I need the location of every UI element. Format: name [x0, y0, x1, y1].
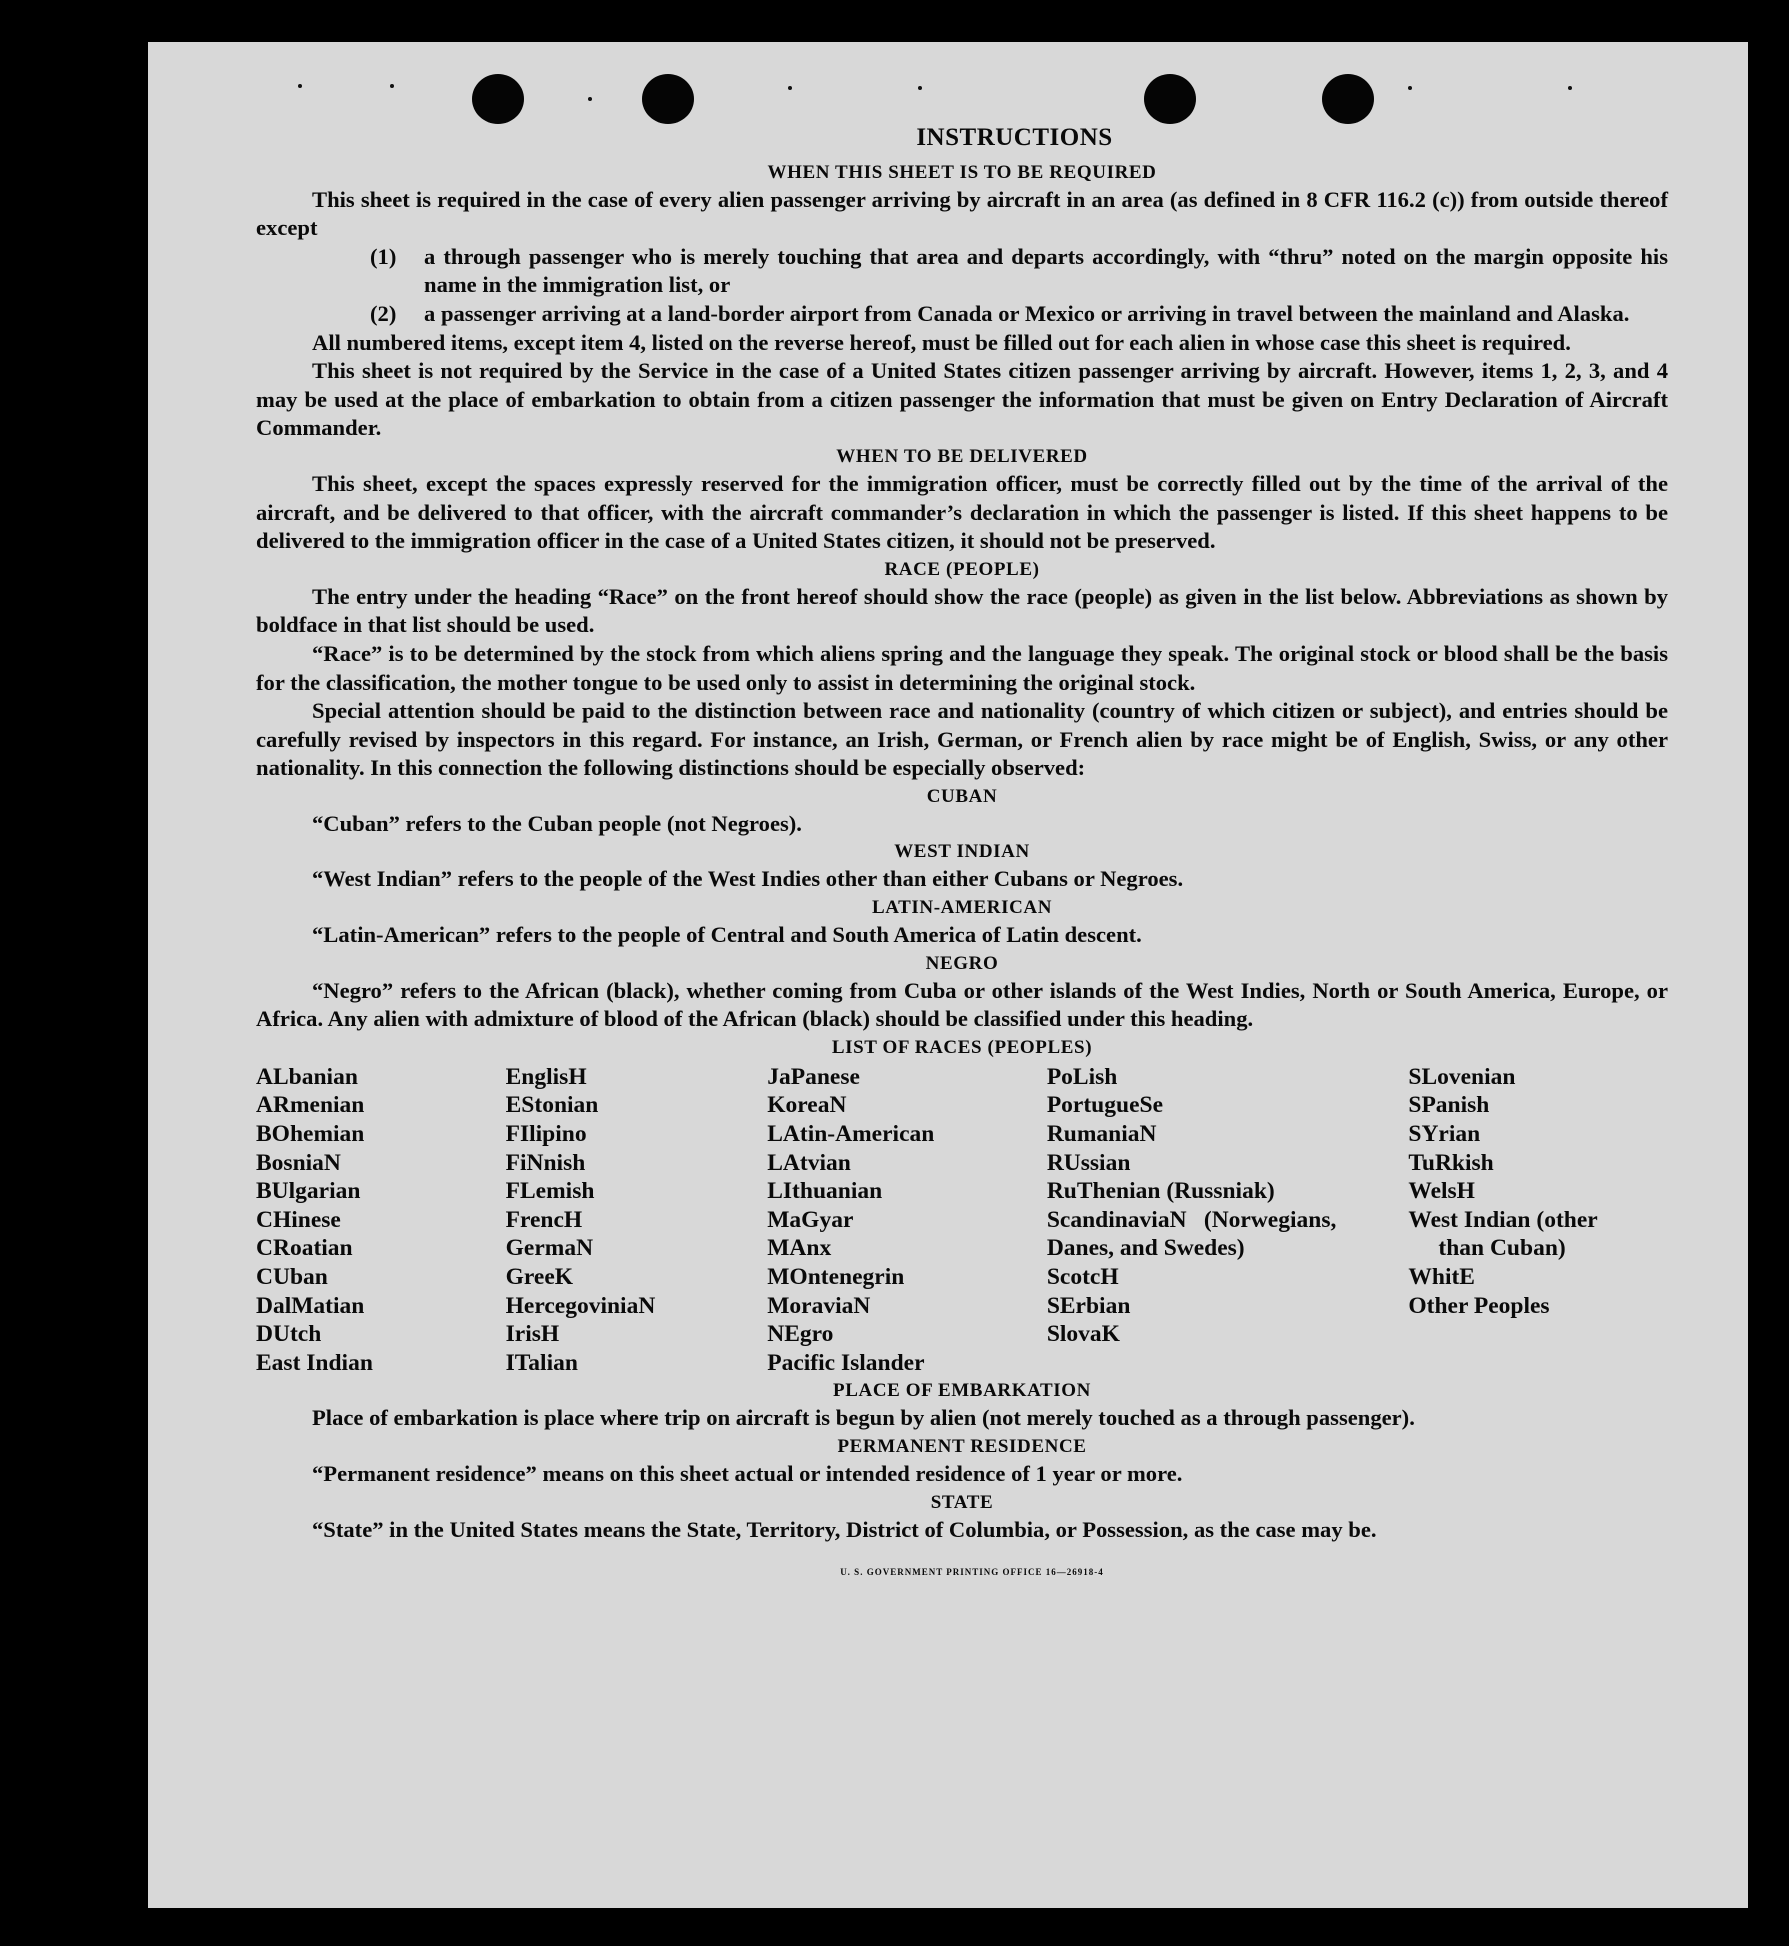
race-entry: ALbanian — [256, 1063, 358, 1090]
race-entry: IrisH — [505, 1321, 560, 1348]
race-entry: SPanish — [1408, 1092, 1490, 1119]
speck — [1408, 86, 1412, 90]
speck — [298, 84, 302, 88]
state-paragraph: “State” in the United States means the State, Territory, District of Columbia, or Possession, as the case may be. — [312, 1516, 1377, 1542]
heading-required: WHEN THIS SHEET IS TO BE REQUIRED — [767, 161, 1157, 183]
race-entry: BOhemian — [256, 1121, 365, 1148]
race-entry: ScandinaviaN (Norwegians, Danes, and Swedes) — [1046, 1206, 1337, 1262]
race-entry: TuRkish — [1408, 1149, 1494, 1176]
race-entry: SLovenian — [1408, 1063, 1516, 1090]
speck — [918, 86, 922, 90]
item-number: (2) — [370, 300, 397, 326]
race-entry: MoraviaN — [767, 1292, 871, 1319]
punch-hole — [472, 74, 524, 124]
race-entry: WelsH — [1408, 1178, 1475, 1205]
race-entry: MAnx — [767, 1235, 832, 1262]
races-column-5 — [1408, 1063, 1668, 1378]
speck — [588, 97, 592, 101]
document-sheet — [148, 42, 1748, 1908]
race-entry: PoLish — [1046, 1063, 1118, 1090]
race-entry: FIlipino — [505, 1121, 587, 1148]
race-entry: SlovaK — [1046, 1321, 1120, 1348]
exception-item-2 — [256, 300, 1668, 329]
delivered-paragraph: This sheet, except the spaces expressly reserved for the immigration officer, must be correctly filled out by the time of the arrival of the aircraft, and be delivered to that officer, with the aircraft commander’s declaration in which the passenger is listed. If this sheet happens to be delivered to the immigration officer in the case of a United States citizen, it should not be preserved. — [256, 470, 1668, 554]
race-paragraph: Special attention should be paid to the distinction between race and nationality (country of which citizen or subject), and entries should be carefully revised by inspectors in this regard. For instance, an Irish, German, or French alien by race might be of English, Swiss, or any other nationality. In this connection the following distinctions should be especially observed: — [256, 698, 1668, 781]
punch-hole — [1144, 74, 1196, 124]
heading-list-of-races: LIST OF RACES (PEOPLES) — [831, 1036, 1093, 1058]
heading-west-indian: WEST INDIAN — [894, 841, 1030, 863]
race-entry: CHinese — [256, 1206, 341, 1233]
race-entry: CRoatian — [256, 1235, 353, 1262]
race-entry: ITalian — [505, 1349, 578, 1376]
race-entry: FLemish — [505, 1178, 595, 1205]
speck — [788, 86, 792, 90]
race-entry: JaPanese — [767, 1063, 860, 1090]
race-entry: DalMatian — [256, 1292, 365, 1319]
races-list — [256, 1063, 1668, 1378]
race-entry: RuThenian (Russniak) — [1046, 1178, 1275, 1205]
race-paragraph: “Race” is to be determined by the stock from which aliens spring and the language they speak. The original stock or blood shall be the basis for the classification, the mother tongue to be used only to assist in determining the original stock. — [256, 640, 1668, 695]
race-entry: Pacific Islander — [767, 1349, 925, 1376]
race-entry: RumaniaN — [1046, 1121, 1157, 1148]
race-entry: KoreaN — [767, 1092, 847, 1119]
west-indian-paragraph: “West Indian” refers to the people of the West Indies other than either Cubans or Negroes. — [312, 866, 1184, 892]
residence-paragraph: “Permanent residence” means on this sheet actual or intended residence of 1 year or more. — [312, 1460, 1183, 1486]
race-entry: RUssian — [1046, 1149, 1131, 1176]
race-entry: East Indian — [256, 1349, 373, 1376]
race-entry: SErbian — [1046, 1292, 1131, 1319]
race-entry: LAtin-American — [767, 1121, 935, 1148]
punch-hole — [642, 74, 694, 124]
embarkation-paragraph: Place of embarkation is place where trip on aircraft is begun by alien (not merely touched as a through passenger). — [312, 1405, 1415, 1431]
race-entry: LIthuanian — [767, 1178, 883, 1205]
heading-delivered: WHEN TO BE DELIVERED — [836, 445, 1088, 467]
race-entry: PortugueSe — [1046, 1092, 1163, 1119]
races-column-3 — [767, 1063, 1047, 1378]
race-entry: FiNnish — [505, 1149, 586, 1176]
race-entry: BUlgarian — [256, 1178, 361, 1205]
race-entry: FrencH — [505, 1206, 583, 1233]
page-title: INSTRUCTIONS — [916, 124, 1113, 151]
printer-imprint: U. S. GOVERNMENT PRINTING OFFICE 16—26918-4 — [840, 1567, 1104, 1578]
race-entry: EStonian — [505, 1092, 599, 1119]
item-number: (1) — [370, 243, 397, 269]
race-entry: SYrian — [1408, 1121, 1481, 1148]
race-entry: EnglisH — [505, 1063, 587, 1090]
heading-race: RACE (PEOPLE) — [884, 558, 1040, 580]
race-entry: CUban — [256, 1264, 328, 1290]
race-entry: ScotcH — [1046, 1264, 1119, 1290]
required-paragraph: This sheet is required in the case of every alien passenger arriving by aircraft in an area (as defined in 8 CFR 116.2 (c)) from outside thereof except — [256, 186, 1668, 241]
race-paragraph: The entry under the heading “Race” on the front hereof should show the race (people) as given in the list below. Abbreviations as shown by boldface in that list should be used. — [256, 583, 1668, 638]
race-entry: GermaN — [505, 1235, 594, 1262]
race-entry: NEgro — [767, 1321, 834, 1348]
race-entry: West Indian (other — [1408, 1206, 1598, 1233]
race-entry: MOntenegrin — [767, 1264, 905, 1290]
required-paragraph: All numbered items, except item 4, listed on the reverse hereof, must be filled out for each alien in whose case this sheet is required. — [312, 329, 1571, 355]
race-entry: MaGyar — [767, 1206, 854, 1233]
race-entry: GreeK — [505, 1264, 574, 1290]
latin-american-paragraph: “Latin-American” refers to the people of Central and South America of Latin descent. — [312, 922, 1142, 948]
heading-latin-american: LATIN-AMERICAN — [871, 897, 1053, 919]
race-entry: LAtvian — [767, 1149, 851, 1176]
race-entry: Other Peoples — [1408, 1292, 1550, 1319]
punch-hole — [1322, 74, 1374, 124]
cuban-paragraph: “Cuban” refers to the Cuban people (not Negroes). — [312, 810, 802, 836]
race-entry: HercegoviniaN — [505, 1292, 656, 1319]
item-text: a through passenger who is merely touching that area and departs accordingly, with “thru” noted on the margin opposite his name in the immigration list, or — [424, 243, 1668, 298]
heading-negro: NEGRO — [925, 952, 999, 974]
race-entry: WhitE — [1408, 1264, 1475, 1290]
required-paragraph: This sheet is not required by the Service in the case of a United States citizen passenger arriving by aircraft. However, items 1, 2, 3, and 4 may be used at the place of embarkation to obtain from a citizen passenger the information that must be given on Entry Declaration of Aircraft Commander. — [256, 358, 1668, 441]
speck — [390, 84, 394, 88]
instructions-body — [256, 124, 1668, 1587]
race-entry: BosniaN — [256, 1149, 341, 1176]
negro-paragraph: “Negro” refers to the African (black), whether coming from Cuba or other islands of the West Indies, North or South America, Europe, or Africa. Any alien with admixture of blood of the African (black) should be classified under this heading. — [256, 977, 1668, 1032]
heading-residence: PERMANENT RESIDENCE — [837, 1435, 1087, 1457]
race-entry: DUtch — [256, 1321, 322, 1348]
heading-cuban: CUBAN — [926, 785, 998, 807]
heading-embarkation: PLACE OF EMBARKATION — [833, 1380, 1091, 1402]
exception-item-1 — [256, 243, 1668, 300]
heading-state: STATE — [930, 1491, 994, 1513]
speck — [1568, 86, 1572, 90]
item-text: a passenger arriving at a land-border airport from Canada or Mexico or arriving in travel between the mainland and Alaska. — [424, 300, 1630, 326]
races-column-4 — [1047, 1063, 1409, 1378]
race-entry: ARmenian — [256, 1092, 365, 1119]
race-entry: than Cuban) — [1438, 1235, 1566, 1262]
races-column-1 — [256, 1063, 506, 1378]
races-column-2 — [506, 1063, 768, 1378]
